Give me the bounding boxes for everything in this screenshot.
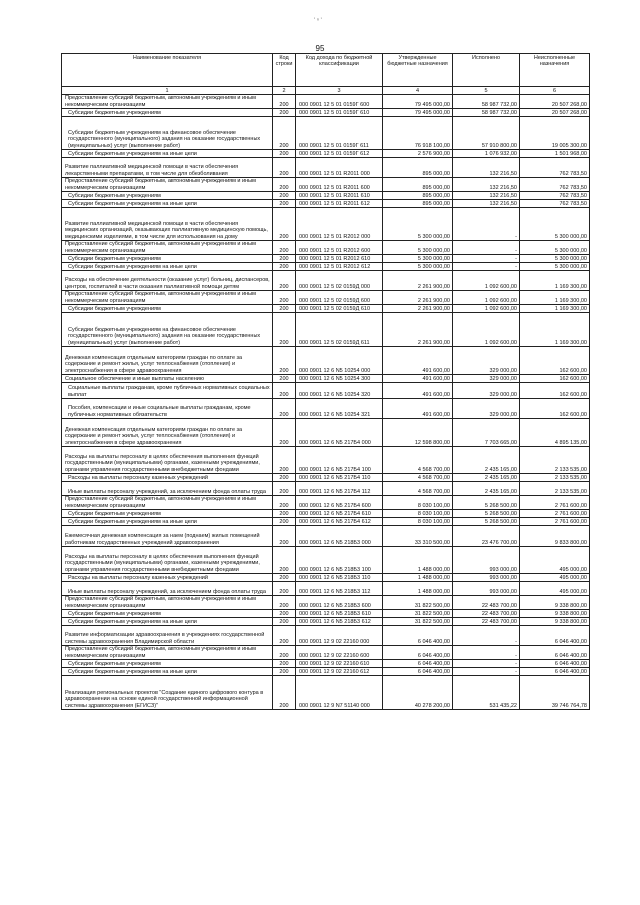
row-executed: 2 435 165,00 — [453, 482, 520, 496]
row-line-code: 200 — [273, 200, 296, 208]
row-unexecuted: 9 338 800,00 — [520, 618, 590, 626]
row-unexecuted: 20 507 268,00 — [520, 109, 590, 117]
row-executed: 58 987 732,00 — [453, 95, 520, 109]
row-income-code: 000 0901 12 5 01 R2012 610 — [296, 255, 383, 263]
column-number: 5 — [453, 87, 520, 95]
row-income-code: 000 0901 12 6 N5 10254 320 — [296, 383, 383, 399]
row-approved: 12 598 800,00 — [383, 419, 453, 447]
table-row — [62, 241, 590, 255]
column-number: 2 — [273, 87, 296, 95]
row-name: Расходы на выплаты персоналу казенных учреждений — [62, 474, 273, 482]
header-executed: Исполнено — [453, 54, 520, 87]
row-income-code: 000 0901 12 6 N5 10254 321 — [296, 399, 383, 419]
table-row — [62, 668, 590, 676]
row-executed: 329 000,00 — [453, 347, 520, 375]
row-line-code: 200 — [273, 399, 296, 419]
row-income-code: 000 0901 12 6 N5 217Б4 600 — [296, 496, 383, 510]
row-name: Субсидии бюджетным учреждениям на иные цели — [62, 150, 273, 158]
row-approved: 5 300 000,00 — [383, 263, 453, 271]
table-row — [62, 574, 590, 582]
row-line-code: 200 — [273, 117, 296, 150]
row-name: Предоставление субсидий бюджетным, автономным учреждениям и иным некоммерческим организациям — [62, 291, 273, 305]
table-row — [62, 626, 590, 646]
table-row — [62, 399, 590, 419]
row-unexecuted: 2 761 600,00 — [520, 510, 590, 518]
row-approved: 491 600,00 — [383, 375, 453, 383]
row-executed: - — [453, 255, 520, 263]
row-line-code: 200 — [273, 271, 296, 291]
row-line-code: 200 — [273, 158, 296, 178]
row-income-code: 000 0901 12 6 N5 218Б3 610 — [296, 610, 383, 618]
row-approved: 6 046 400,00 — [383, 626, 453, 646]
row-line-code: 200 — [273, 610, 296, 618]
table-row — [62, 375, 590, 383]
row-line-code: 200 — [273, 660, 296, 668]
row-unexecuted: 6 046 400,00 — [520, 668, 590, 676]
row-executed: 1 092 600,00 — [453, 313, 520, 347]
row-income-code: 000 0901 12 5 01 R2012 600 — [296, 241, 383, 255]
table-row — [62, 192, 590, 200]
row-name: Предоставление субсидий бюджетным, автономным учреждениям и иным некоммерческим организациям — [62, 178, 273, 192]
row-income-code: 000 0901 12 5 01 R2012 000 — [296, 208, 383, 241]
row-line-code: 200 — [273, 347, 296, 375]
table-row — [62, 255, 590, 263]
table-row — [62, 496, 590, 510]
table-row — [62, 158, 590, 178]
row-approved: 4 568 700,00 — [383, 447, 453, 474]
row-income-code: 000 0901 12 6 N5 218Б3 612 — [296, 618, 383, 626]
row-name: Субсидии бюджетным учреждениям — [62, 510, 273, 518]
row-name: Предоставление субсидий бюджетным, автономным учреждениям и иным некоммерческим организациям — [62, 95, 273, 109]
row-unexecuted: 495 000,00 — [520, 574, 590, 582]
row-name: Предоставление субсидий бюджетным, автономным учреждениям и иным некоммерческим организациям — [62, 496, 273, 510]
scan-mark: ' ⁿ ' — [314, 18, 322, 24]
table-row — [62, 383, 590, 399]
header-indicator-name: Наименование показателя — [62, 54, 273, 87]
row-executed: - — [453, 626, 520, 646]
row-approved: 8 030 100,00 — [383, 496, 453, 510]
row-unexecuted: 1 169 300,00 — [520, 305, 590, 313]
table-row — [62, 200, 590, 208]
row-income-code: 000 0901 12 5 01 0159Г 612 — [296, 150, 383, 158]
row-line-code: 200 — [273, 291, 296, 305]
row-income-code: 000 0901 12 5 02 0159Д 600 — [296, 291, 383, 305]
row-line-code: 200 — [273, 526, 296, 547]
row-unexecuted: 6 046 400,00 — [520, 626, 590, 646]
row-line-code: 200 — [273, 596, 296, 610]
row-executed: 5 268 500,00 — [453, 496, 520, 510]
row-line-code: 200 — [273, 305, 296, 313]
row-approved: 4 568 700,00 — [383, 482, 453, 496]
row-name: Субсидии бюджетным учреждениям — [62, 109, 273, 117]
table-row — [62, 474, 590, 482]
column-number: 3 — [296, 87, 383, 95]
header-income-code: Код дохода по бюджетной классификации — [296, 54, 383, 87]
row-approved: 5 300 000,00 — [383, 208, 453, 241]
row-approved: 31 822 500,00 — [383, 618, 453, 626]
row-approved: 2 576 900,00 — [383, 150, 453, 158]
row-line-code: 200 — [273, 574, 296, 582]
row-unexecuted: 2 761 600,00 — [520, 518, 590, 526]
column-number: 6 — [520, 87, 590, 95]
row-executed: 329 000,00 — [453, 399, 520, 419]
row-name: Денежная компенсация отдельным категориям граждан по оплате за содержание и ремонт жилья, услуг теплоснабжения (отопления) и электроснабжения в сфере здравоохранения — [62, 347, 273, 375]
row-name: Субсидии бюджетным учреждениям — [62, 660, 273, 668]
row-approved: 895 000,00 — [383, 200, 453, 208]
row-unexecuted: 162 600,00 — [520, 375, 590, 383]
row-income-code: 000 0901 12 5 02 0159Д 610 — [296, 305, 383, 313]
row-income-code: 000 0901 12 9 N7 51140 000 — [296, 676, 383, 710]
row-approved: 6 046 400,00 — [383, 646, 453, 660]
row-executed: - — [453, 208, 520, 241]
table-row — [62, 313, 590, 347]
row-unexecuted: 9 833 800,00 — [520, 526, 590, 547]
row-income-code: 000 0901 12 6 N5 217Б4 610 — [296, 510, 383, 518]
table-row — [62, 419, 590, 447]
row-name: Субсидии бюджетным учреждениям на иные цели — [62, 618, 273, 626]
row-name: Развитие паллиативной медицинской помощи в части обеспечения лекарственными препаратами, в том числе для обезболивания — [62, 158, 273, 178]
row-name: Субсидии бюджетным учреждениям на финансовое обеспечение государственного (муниципального) задания на оказание государственных (муниципальных) услуг (выполнение работ) — [62, 313, 273, 347]
row-income-code: 000 0901 12 9 02 22160 610 — [296, 660, 383, 668]
row-name: Развитие паллиативной медицинской помощи в части обеспечения медицинских организаций, оказывающих паллиативную медицинскую помощь, медицинскими изделиями, в том числе для использования на дому — [62, 208, 273, 241]
table-row — [62, 482, 590, 496]
row-income-code: 000 0901 12 6 N5 218Б3 000 — [296, 526, 383, 547]
page-number: 95 — [315, 44, 325, 53]
row-unexecuted: 20 507 268,00 — [520, 95, 590, 109]
row-executed: - — [453, 668, 520, 676]
row-approved: 895 000,00 — [383, 158, 453, 178]
row-name: Субсидии бюджетным учреждениям на иные цели — [62, 668, 273, 676]
table-row — [62, 178, 590, 192]
header-row — [62, 54, 590, 87]
row-executed: 132 216,50 — [453, 200, 520, 208]
table-row — [62, 347, 590, 375]
row-unexecuted: 162 600,00 — [520, 399, 590, 419]
row-income-code: 000 0901 12 5 02 0159Д 611 — [296, 313, 383, 347]
row-unexecuted: 495 000,00 — [520, 582, 590, 596]
row-income-code: 000 0901 12 6 N5 10254 300 — [296, 375, 383, 383]
row-line-code: 200 — [273, 263, 296, 271]
row-executed: 993 000,00 — [453, 574, 520, 582]
row-line-code: 200 — [273, 109, 296, 117]
table-row — [62, 646, 590, 660]
row-executed: 2 435 165,00 — [453, 447, 520, 474]
row-name: Расходы на выплаты персоналу в целях обеспечения выполнения функций государственными (муниципальными) органами, казенными учреждениями, органами управления государственными внебюджетными фондами — [62, 547, 273, 574]
row-line-code: 200 — [273, 646, 296, 660]
row-unexecuted: 1 501 968,00 — [520, 150, 590, 158]
row-executed: 22 483 700,00 — [453, 596, 520, 610]
row-approved: 5 300 000,00 — [383, 241, 453, 255]
row-unexecuted: 4 895 135,00 — [520, 419, 590, 447]
row-executed: - — [453, 660, 520, 668]
row-executed: 7 703 665,00 — [453, 419, 520, 447]
table-row — [62, 208, 590, 241]
row-approved: 1 488 000,00 — [383, 582, 453, 596]
table-row — [62, 305, 590, 313]
table-row — [62, 596, 590, 610]
row-executed: 5 268 500,00 — [453, 518, 520, 526]
row-approved: 33 310 500,00 — [383, 526, 453, 547]
row-line-code: 200 — [273, 618, 296, 626]
row-unexecuted: 39 746 764,78 — [520, 676, 590, 710]
row-name: Расходы на обеспечение деятельности (оказание услуг) больниц, диспансеров, центров, госпиталей в части оказания паллиативной помощи детям — [62, 271, 273, 291]
row-line-code: 200 — [273, 510, 296, 518]
row-name: Предоставление субсидий бюджетным, автономным учреждениям и иным некоммерческим организациям — [62, 646, 273, 660]
row-name: Субсидии бюджетным учреждениям на иные цели — [62, 518, 273, 526]
row-line-code: 200 — [273, 208, 296, 241]
row-approved: 2 261 900,00 — [383, 291, 453, 305]
row-executed: 1 092 600,00 — [453, 291, 520, 305]
row-name: Реализация региональных проектов "Создание единого цифрового контура в здравоохранении на основе единой государственной информационной системы здравоохранения (ЕГИСЗ)" — [62, 676, 273, 710]
row-name: Иные выплаты персоналу учреждений, за исключением фонда оплаты труда — [62, 582, 273, 596]
table-row — [62, 150, 590, 158]
row-executed: 2 435 165,00 — [453, 474, 520, 482]
row-unexecuted: 2 133 535,00 — [520, 474, 590, 482]
table-body — [62, 95, 590, 710]
table-row — [62, 582, 590, 596]
row-income-code: 000 0901 12 6 N5 217Б4 000 — [296, 419, 383, 447]
row-line-code: 200 — [273, 676, 296, 710]
row-approved: 5 300 000,00 — [383, 255, 453, 263]
row-approved: 79 495 000,00 — [383, 109, 453, 117]
row-line-code: 200 — [273, 241, 296, 255]
row-executed: 132 216,50 — [453, 178, 520, 192]
row-income-code: 000 0901 12 6 N5 10254 000 — [296, 347, 383, 375]
row-approved: 6 046 400,00 — [383, 660, 453, 668]
row-unexecuted: 6 046 400,00 — [520, 646, 590, 660]
row-unexecuted: 2 133 535,00 — [520, 447, 590, 474]
table-row — [62, 510, 590, 518]
row-income-code: 000 0901 12 6 N5 218Б3 600 — [296, 596, 383, 610]
row-unexecuted: 9 338 800,00 — [520, 610, 590, 618]
row-approved: 895 000,00 — [383, 192, 453, 200]
budget-execution-table — [61, 53, 590, 710]
row-name: Субсидии бюджетным учреждениям на иные цели — [62, 263, 273, 271]
row-approved: 76 918 100,00 — [383, 117, 453, 150]
row-approved: 31 822 500,00 — [383, 610, 453, 618]
column-number: 4 — [383, 87, 453, 95]
row-approved: 1 488 000,00 — [383, 574, 453, 582]
row-name: Субсидии бюджетным учреждениям — [62, 305, 273, 313]
row-name: Денежная компенсация отдельным категориям граждан по оплате за содержание и ремонт жилья, услуг теплоснабжения (отопления) и электроснабжения в сфере здравоохранения — [62, 419, 273, 447]
row-executed: 132 216,50 — [453, 158, 520, 178]
row-approved: 2 261 900,00 — [383, 271, 453, 291]
row-approved: 491 600,00 — [383, 399, 453, 419]
row-line-code: 200 — [273, 255, 296, 263]
row-name: Развитие информатизации здравоохранения в учреждениях государственной системы здравоохранения Владимирской области — [62, 626, 273, 646]
row-unexecuted: 1 169 300,00 — [520, 313, 590, 347]
row-unexecuted: 5 300 000,00 — [520, 208, 590, 241]
row-name: Пособия, компенсации и иные социальные выплаты гражданам, кроме публичных нормативных обязательств — [62, 399, 273, 419]
row-line-code: 200 — [273, 313, 296, 347]
row-unexecuted: 1 169 300,00 — [520, 271, 590, 291]
header-approved: Утвержденные бюджетные назначения — [383, 54, 453, 87]
row-name: Предоставление субсидий бюджетным, автономным учреждениям и иным некоммерческим организациям — [62, 596, 273, 610]
row-line-code: 200 — [273, 419, 296, 447]
row-name: Социальные выплаты гражданам, кроме публичных нормативных социальных выплат — [62, 383, 273, 399]
row-unexecuted: 6 046 400,00 — [520, 660, 590, 668]
row-line-code: 200 — [273, 474, 296, 482]
row-line-code: 200 — [273, 95, 296, 109]
row-unexecuted: 19 005 300,00 — [520, 117, 590, 150]
row-line-code: 200 — [273, 447, 296, 474]
row-name: Расходы на выплаты персоналу в целях обеспечения выполнения функций государственными (муниципальными) органами, казенными учреждениями, органами управления государственными внебюджетными фондами — [62, 447, 273, 474]
row-income-code: 000 0901 12 5 01 0159Г 610 — [296, 109, 383, 117]
row-executed: 531 435,22 — [453, 676, 520, 710]
row-executed: 993 000,00 — [453, 547, 520, 574]
row-executed: - — [453, 263, 520, 271]
row-approved: 40 278 200,00 — [383, 676, 453, 710]
row-line-code: 200 — [273, 482, 296, 496]
table-row — [62, 610, 590, 618]
table-row — [62, 263, 590, 271]
row-line-code: 200 — [273, 192, 296, 200]
row-approved: 2 261 900,00 — [383, 313, 453, 347]
row-executed: 58 987 732,00 — [453, 109, 520, 117]
row-name: Субсидии бюджетным учреждениям — [62, 192, 273, 200]
row-executed: 1 076 932,00 — [453, 150, 520, 158]
table-row — [62, 109, 590, 117]
row-approved: 8 030 100,00 — [383, 518, 453, 526]
row-executed: 22 483 700,00 — [453, 610, 520, 618]
row-executed: 1 092 600,00 — [453, 305, 520, 313]
row-approved: 2 261 900,00 — [383, 305, 453, 313]
row-unexecuted: 162 600,00 — [520, 347, 590, 375]
row-approved: 31 822 500,00 — [383, 596, 453, 610]
row-unexecuted: 5 300 000,00 — [520, 255, 590, 263]
row-income-code: 000 0901 12 5 01 0159Г 600 — [296, 95, 383, 109]
row-unexecuted: 762 783,50 — [520, 178, 590, 192]
table-row — [62, 95, 590, 109]
table-row — [62, 117, 590, 150]
row-income-code: 000 0901 12 5 01 R2011 600 — [296, 178, 383, 192]
row-name: Субсидии бюджетным учреждениям на иные цели — [62, 200, 273, 208]
row-line-code: 200 — [273, 582, 296, 596]
row-name: Субсидии бюджетным учреждениям — [62, 610, 273, 618]
row-line-code: 200 — [273, 547, 296, 574]
table-row — [62, 547, 590, 574]
row-income-code: 000 0901 12 6 N5 217Б4 110 — [296, 474, 383, 482]
row-unexecuted: 2 133 535,00 — [520, 482, 590, 496]
row-name: Расходы на выплаты персоналу казенных учреждений — [62, 574, 273, 582]
header-unexecuted: Неисполненные назначения — [520, 54, 590, 87]
row-approved: 491 600,00 — [383, 347, 453, 375]
row-executed: 329 000,00 — [453, 375, 520, 383]
row-executed: 57 910 800,00 — [453, 117, 520, 150]
row-income-code: 000 0901 12 5 01 R2011 612 — [296, 200, 383, 208]
row-line-code: 200 — [273, 496, 296, 510]
table-row — [62, 518, 590, 526]
row-unexecuted: 762 783,50 — [520, 192, 590, 200]
row-line-code: 200 — [273, 150, 296, 158]
row-unexecuted: 495 000,00 — [520, 547, 590, 574]
row-executed: 993 000,00 — [453, 582, 520, 596]
row-approved: 491 600,00 — [383, 383, 453, 399]
row-income-code: 000 0901 12 6 N5 218Б3 112 — [296, 582, 383, 596]
row-income-code: 000 0901 12 5 02 0159Д 000 — [296, 271, 383, 291]
table-row — [62, 618, 590, 626]
row-unexecuted: 762 783,50 — [520, 200, 590, 208]
row-unexecuted: 5 300 000,00 — [520, 241, 590, 255]
row-income-code: 000 0901 12 9 02 22160 000 — [296, 626, 383, 646]
row-executed: 329 000,00 — [453, 383, 520, 399]
row-unexecuted: 762 783,50 — [520, 158, 590, 178]
row-income-code: 000 0901 12 6 N5 218Б3 100 — [296, 547, 383, 574]
row-executed: 5 268 500,00 — [453, 510, 520, 518]
row-executed: - — [453, 646, 520, 660]
row-line-code: 200 — [273, 668, 296, 676]
row-name: Иные выплаты персоналу учреждений, за исключением фонда оплаты труда — [62, 482, 273, 496]
row-unexecuted: 1 169 300,00 — [520, 291, 590, 305]
row-executed: - — [453, 241, 520, 255]
row-line-code: 200 — [273, 518, 296, 526]
row-executed: 22 483 700,00 — [453, 618, 520, 626]
row-name: Социальное обеспечение и иные выплаты населению — [62, 375, 273, 383]
table-row — [62, 526, 590, 547]
row-line-code: 200 — [273, 626, 296, 646]
row-unexecuted: 9 338 800,00 — [520, 596, 590, 610]
column-number: 1 — [62, 87, 273, 95]
table-row — [62, 271, 590, 291]
row-unexecuted: 162 600,00 — [520, 383, 590, 399]
row-executed: 23 476 700,00 — [453, 526, 520, 547]
row-name: Предоставление субсидий бюджетным, автономным учреждениям и иным некоммерческим организациям — [62, 241, 273, 255]
header-line-code: Код строки — [273, 54, 296, 87]
row-name: Субсидии бюджетным учреждениям — [62, 255, 273, 263]
row-income-code: 000 0901 12 6 N5 218Б3 110 — [296, 574, 383, 582]
table-row — [62, 447, 590, 474]
row-income-code: 000 0901 12 6 N5 217Б4 100 — [296, 447, 383, 474]
row-income-code: 000 0901 12 5 01 R2011 610 — [296, 192, 383, 200]
row-name: Субсидии бюджетным учреждениям на финансовое обеспечение государственного (муниципального) задания на оказание государственных (муниципальных) услуг (выполнение работ) — [62, 117, 273, 150]
row-unexecuted: 2 761 600,00 — [520, 496, 590, 510]
row-line-code: 200 — [273, 178, 296, 192]
row-line-code: 200 — [273, 375, 296, 383]
row-income-code: 000 0901 12 6 N5 217Б4 112 — [296, 482, 383, 496]
row-executed: 1 092 600,00 — [453, 271, 520, 291]
column-number-row — [62, 87, 590, 95]
row-approved: 79 495 000,00 — [383, 95, 453, 109]
row-income-code: 000 0901 12 9 02 22160 612 — [296, 668, 383, 676]
row-approved: 6 046 400,00 — [383, 668, 453, 676]
row-income-code: 000 0901 12 5 01 R2012 612 — [296, 263, 383, 271]
row-executed: 132 216,50 — [453, 192, 520, 200]
row-approved: 895 000,00 — [383, 178, 453, 192]
row-income-code: 000 0901 12 6 N5 217Б4 612 — [296, 518, 383, 526]
row-unexecuted: 5 300 000,00 — [520, 263, 590, 271]
row-line-code: 200 — [273, 383, 296, 399]
row-approved: 1 488 000,00 — [383, 547, 453, 574]
table-row — [62, 291, 590, 305]
row-income-code: 000 0901 12 5 01 R2011 000 — [296, 158, 383, 178]
row-approved: 4 568 700,00 — [383, 474, 453, 482]
row-name: Ежемесячная денежная компенсация за наем (поднаем) жилых помещений работникам государственных учреждений здравоохранения — [62, 526, 273, 547]
row-income-code: 000 0901 12 5 01 0159Г 611 — [296, 117, 383, 150]
row-income-code: 000 0901 12 9 02 22160 600 — [296, 646, 383, 660]
table-row — [62, 676, 590, 710]
row-approved: 8 030 100,00 — [383, 510, 453, 518]
table-row — [62, 660, 590, 668]
